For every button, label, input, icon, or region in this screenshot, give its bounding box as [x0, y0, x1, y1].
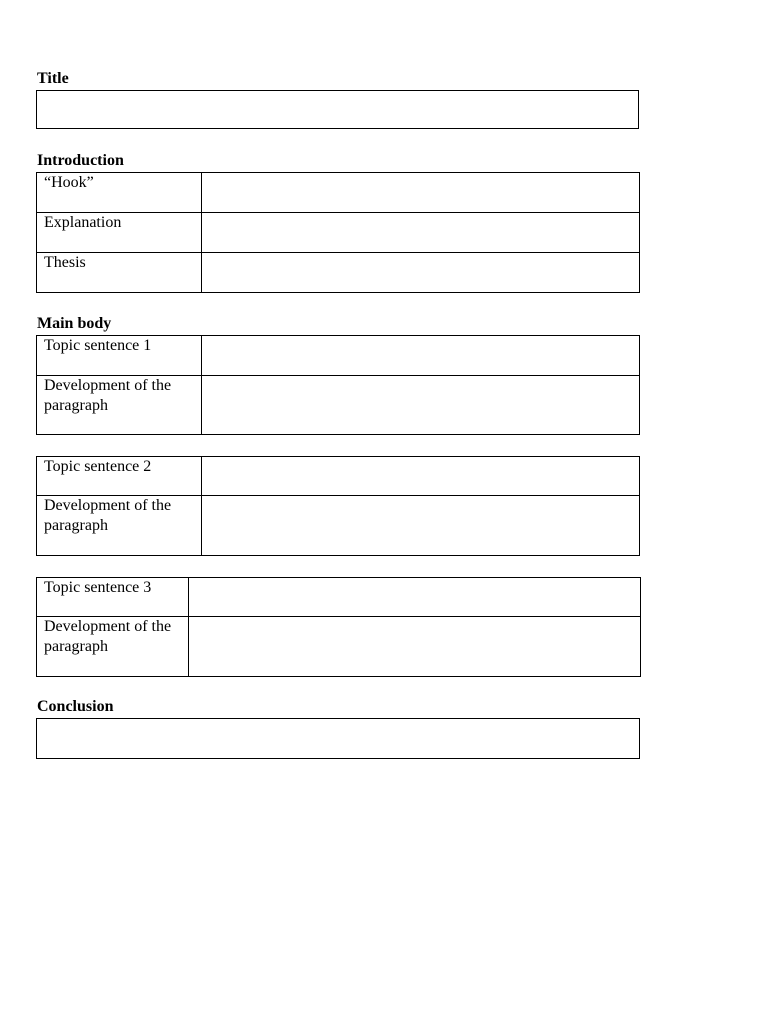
- introduction-heading: Introduction: [37, 152, 124, 169]
- development-2-field[interactable]: [202, 496, 640, 556]
- table-row: [37, 213, 640, 253]
- topic-sentence-1-label: Topic sentence 1: [37, 336, 202, 376]
- topic-sentence-3-field[interactable]: [189, 578, 641, 617]
- topic-sentence-3-label: Topic sentence 3: [37, 578, 189, 617]
- table-row: [37, 336, 640, 376]
- title-field[interactable]: [36, 90, 639, 129]
- table-row: [37, 253, 640, 293]
- main-body-heading: Main body: [37, 315, 112, 332]
- topic-sentence-2-label: Topic sentence 2: [37, 457, 202, 496]
- explanation-label: Explanation: [37, 213, 202, 253]
- paragraph-1-table: [36, 335, 640, 435]
- table-row: [37, 496, 640, 556]
- thesis-label: Thesis: [37, 253, 202, 293]
- development-2-label: Development of the paragraph: [37, 496, 202, 556]
- table-row: [37, 617, 641, 677]
- conclusion-heading: Conclusion: [37, 698, 114, 715]
- development-1-label: Development of the paragraph: [37, 376, 202, 435]
- development-3-label: Development of the paragraph: [37, 617, 189, 677]
- table-row: [37, 173, 640, 213]
- paragraph-3-table: [36, 577, 641, 677]
- development-1-field[interactable]: [202, 376, 640, 435]
- table-row: [37, 376, 640, 435]
- topic-sentence-2-field[interactable]: [202, 457, 640, 496]
- conclusion-field[interactable]: [36, 718, 640, 759]
- introduction-table: [36, 172, 640, 293]
- table-row: [37, 457, 640, 496]
- title-heading: Title: [37, 70, 69, 87]
- development-3-field[interactable]: [189, 617, 641, 677]
- paragraph-2-table: [36, 456, 640, 556]
- hook-field[interactable]: [202, 173, 640, 213]
- table-row: [37, 578, 641, 617]
- explanation-field[interactable]: [202, 213, 640, 253]
- hook-label: “Hook”: [37, 173, 202, 213]
- thesis-field[interactable]: [202, 253, 640, 293]
- topic-sentence-1-field[interactable]: [202, 336, 640, 376]
